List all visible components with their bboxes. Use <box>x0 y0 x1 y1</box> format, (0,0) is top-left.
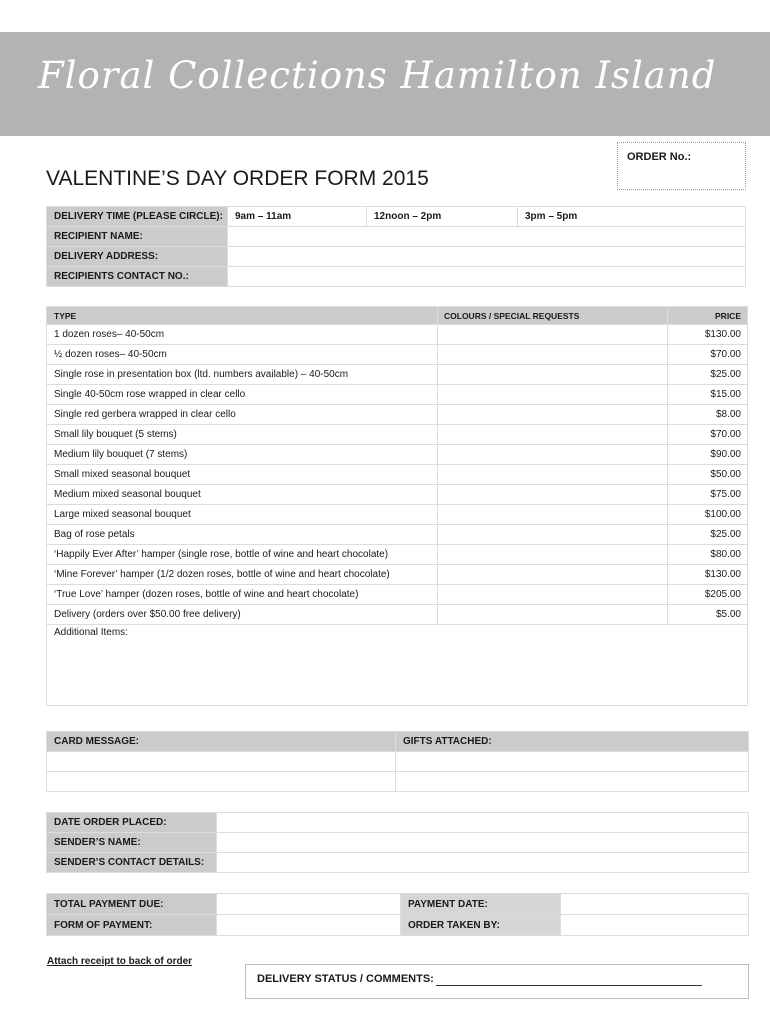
column-header-type: TYPE <box>47 307 438 325</box>
delivery-time-option-1[interactable]: 9am – 11am <box>228 207 367 227</box>
delivery-status-label: DELIVERY STATUS / COMMENTS: <box>257 973 434 985</box>
sender-name-label: SENDER’S NAME: <box>47 833 217 853</box>
date-order-placed-label: DATE ORDER PLACED: <box>47 813 217 833</box>
item-colours-field[interactable] <box>438 345 668 365</box>
delivery-time-label: DELIVERY TIME (PLEASE CIRCLE): <box>47 207 228 227</box>
column-header-colours: COLOURS / SPECIAL REQUESTS <box>438 307 668 325</box>
item-type: ½ dozen roses– 40-50cm <box>47 345 438 365</box>
item-type: Medium lily bouquet (7 stems) <box>47 445 438 465</box>
recipient-contact-label: RECIPIENTS CONTACT NO.: <box>47 267 228 287</box>
item-type: Medium mixed seasonal bouquet <box>47 485 438 505</box>
item-price: $70.00 <box>668 425 748 445</box>
sender-contact-label: SENDER’S CONTACT DETAILS: <box>47 853 217 873</box>
item-price: $50.00 <box>668 465 748 485</box>
gifts-attached-field[interactable] <box>396 752 749 772</box>
item-price: $15.00 <box>668 385 748 405</box>
card-table <box>46 731 749 792</box>
delivery-time-option-2[interactable]: 12noon – 2pm <box>367 207 518 227</box>
item-price: $130.00 <box>668 325 748 345</box>
table-row <box>47 485 748 505</box>
item-price: $130.00 <box>668 565 748 585</box>
recipient-contact-field[interactable] <box>228 267 746 287</box>
item-type: ‘Mine Forever’ hamper (1/2 dozen roses, bottle of wine and heart chocolate) <box>47 565 438 585</box>
order-taken-by-field[interactable] <box>561 915 749 936</box>
payment-date-field[interactable] <box>561 894 749 915</box>
item-price: $25.00 <box>668 365 748 385</box>
item-type: Single red gerbera wrapped in clear cello <box>47 405 438 425</box>
delivery-table <box>46 206 746 287</box>
form-title: VALENTINE’S DAY ORDER FORM 2015 <box>46 167 429 190</box>
item-price: $70.00 <box>668 345 748 365</box>
item-type: Single 40-50cm rose wrapped in clear cello <box>47 385 438 405</box>
item-colours-field[interactable] <box>438 365 668 385</box>
item-price: $205.00 <box>668 585 748 605</box>
card-message-field[interactable] <box>47 772 396 792</box>
payment-table <box>46 893 749 936</box>
item-colours-field[interactable] <box>438 565 668 585</box>
table-row <box>47 545 748 565</box>
delivery-status-box[interactable] <box>245 964 749 999</box>
table-row <box>47 505 748 525</box>
item-price: $25.00 <box>668 525 748 545</box>
additional-items-label: Additional Items: <box>54 627 128 638</box>
sender-name-field[interactable] <box>217 833 749 853</box>
delivery-time-option-3[interactable]: 3pm – 5pm <box>518 207 746 227</box>
order-number-label: ORDER No.: <box>627 151 692 163</box>
sender-contact-field[interactable] <box>217 853 749 873</box>
table-row <box>47 425 748 445</box>
item-colours-field[interactable] <box>438 585 668 605</box>
additional-items-field[interactable] <box>47 625 748 706</box>
item-colours-field[interactable] <box>438 505 668 525</box>
item-colours-field[interactable] <box>438 325 668 345</box>
table-row <box>47 405 748 425</box>
item-price: $100.00 <box>668 505 748 525</box>
gifts-attached-field[interactable] <box>396 772 749 792</box>
table-row <box>47 345 748 365</box>
item-colours-field[interactable] <box>438 605 668 625</box>
item-colours-field[interactable] <box>438 545 668 565</box>
total-payment-field[interactable] <box>217 894 401 915</box>
item-colours-field[interactable] <box>438 405 668 425</box>
item-price: $5.00 <box>668 605 748 625</box>
table-row <box>47 605 748 625</box>
table-row <box>47 385 748 405</box>
item-type: Small lily bouquet (5 stems) <box>47 425 438 445</box>
item-colours-field[interactable] <box>438 385 668 405</box>
products-table <box>46 306 748 706</box>
item-type: Large mixed seasonal bouquet <box>47 505 438 525</box>
item-type: ‘True Love’ hamper (dozen roses, bottle of wine and heart chocolate) <box>47 585 438 605</box>
item-price: $75.00 <box>668 485 748 505</box>
item-colours-field[interactable] <box>438 525 668 545</box>
order-number-field[interactable] <box>617 142 746 190</box>
card-message-label: CARD MESSAGE: <box>47 732 396 752</box>
item-type: Delivery (orders over $50.00 free delivery) <box>47 605 438 625</box>
item-colours-field[interactable] <box>438 465 668 485</box>
table-row <box>47 465 748 485</box>
item-colours-field[interactable] <box>438 445 668 465</box>
item-type: Small mixed seasonal bouquet <box>47 465 438 485</box>
item-price: $80.00 <box>668 545 748 565</box>
form-of-payment-field[interactable] <box>217 915 401 936</box>
recipient-name-label: RECIPIENT NAME: <box>47 227 228 247</box>
date-order-placed-field[interactable] <box>217 813 749 833</box>
delivery-status-line <box>436 985 702 986</box>
delivery-address-label: DELIVERY ADDRESS: <box>47 247 228 267</box>
recipient-name-field[interactable] <box>228 227 746 247</box>
item-type: Bag of rose petals <box>47 525 438 545</box>
brand-title: Floral Collections Hamilton Island <box>38 54 717 97</box>
item-colours-field[interactable] <box>438 485 668 505</box>
item-colours-field[interactable] <box>438 425 668 445</box>
attach-receipt-note: Attach receipt to back of order <box>47 956 193 967</box>
column-header-price: PRICE <box>668 307 748 325</box>
sender-table <box>46 812 749 873</box>
item-type: 1 dozen roses– 40-50cm <box>47 325 438 345</box>
table-row <box>47 365 748 385</box>
table-row <box>47 445 748 465</box>
table-row <box>47 325 748 345</box>
item-type: ‘Happily Ever After’ hamper (single rose, bottle of wine and heart chocolate) <box>47 545 438 565</box>
total-payment-label: TOTAL PAYMENT DUE: <box>47 894 217 915</box>
item-price: $8.00 <box>668 405 748 425</box>
table-row <box>47 525 748 545</box>
item-type: Single rose in presentation box (ltd. numbers available) – 40-50cm <box>47 365 438 385</box>
table-row <box>47 585 748 605</box>
card-message-field[interactable] <box>47 752 396 772</box>
form-of-payment-label: FORM OF PAYMENT: <box>47 915 217 936</box>
order-taken-by-label: ORDER TAKEN BY: <box>401 915 561 936</box>
table-row <box>47 565 748 585</box>
gifts-attached-label: GIFTS ATTACHED: <box>396 732 749 752</box>
payment-date-label: PAYMENT DATE: <box>401 894 561 915</box>
item-price: $90.00 <box>668 445 748 465</box>
delivery-address-field[interactable] <box>228 247 746 267</box>
